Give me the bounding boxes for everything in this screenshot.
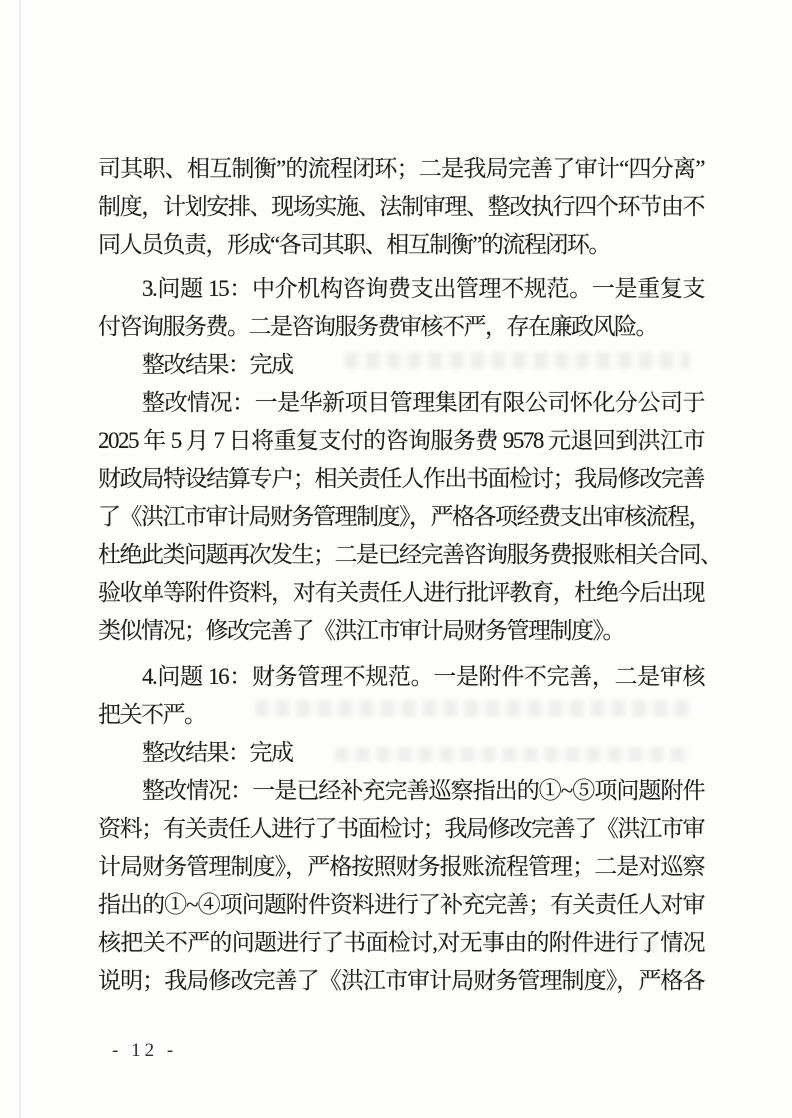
bleedthrough-artifact — [255, 700, 690, 717]
text-line: 把关不严。 — [98, 702, 206, 727]
page-number: - 12 - — [112, 1040, 178, 1061]
text-line: 计局财务管理制度》，严格按照财务报账流程管理；二是对巡察 — [98, 854, 704, 879]
bleedthrough-artifact — [345, 352, 690, 369]
text-line: 付咨询服务费。二是咨询服务费审核不严，存在廉政风险。 — [98, 314, 657, 339]
text-line: 整改情况：一是已经补充完善巡察指出的①~⑤项问题附件 — [142, 778, 704, 803]
scan-crease-line — [19, 0, 21, 1118]
text-line: 司其职、相互制衡”的流程闭环；二是我局完善了审计“四分离” — [98, 156, 704, 181]
text-line: 类似情况；修改完善了《洪江市审计局财务管理制度》。 — [98, 618, 624, 643]
text-line: 整改结果：完成 — [142, 740, 293, 765]
text-line: 整改情况：一是华新项目管理集团有限公司怀化分公司于 — [142, 390, 704, 415]
text-line: 制度，计划安排、现场实施、法制审理、整改执行四个环节由不 — [98, 194, 704, 219]
text-line: 了《洪江市审计局财务管理制度》，严格各项经费支出审核流程， — [98, 504, 710, 529]
document-body — [98, 150, 722, 1000]
bleedthrough-artifact — [560, 940, 690, 954]
text-line: 说明；我局修改完善了《洪江市审计局财务管理制度》，严格各 — [98, 968, 704, 993]
text-line: 同人员负责，形成“各司其职、相互制衡”的流程闭环。 — [98, 232, 610, 257]
text-line: 4.问题 16：财务管理不规范。一是附件不完善，二是审核 — [142, 664, 704, 689]
text-line: 核把关不严的问题进行了书面检讨,对无事由的附件进行了情况 — [98, 930, 704, 955]
text-line: 财政局特设结算专户；相关责任人作出书面检讨；我局修改完善 — [98, 466, 704, 491]
bleedthrough-artifact — [335, 747, 690, 762]
text-line: 指出的①~④项问题附件资料进行了补充完善；有关责任人对审 — [98, 892, 704, 917]
text-line: 资料；有关责任人进行了书面检讨；我局修改完善了《洪江市审 — [98, 816, 704, 841]
text-line: 2025 年 5 月 7 日将重复支付的咨询服务费 9578 元退回到洪江市 — [98, 428, 704, 453]
text-line: 验收单等附件资料，对有关责任人进行批评教育，杜绝今后出现 — [98, 580, 704, 605]
text-line: 整改结果：完成 — [142, 352, 293, 377]
text-line: 杜绝此类问题再次发生；二是已经完善咨询服务费报账相关合同、 — [98, 542, 722, 567]
text-line: 3.问题 15：中介机构咨询费支出管理不规范。一是重复支 — [142, 276, 704, 301]
